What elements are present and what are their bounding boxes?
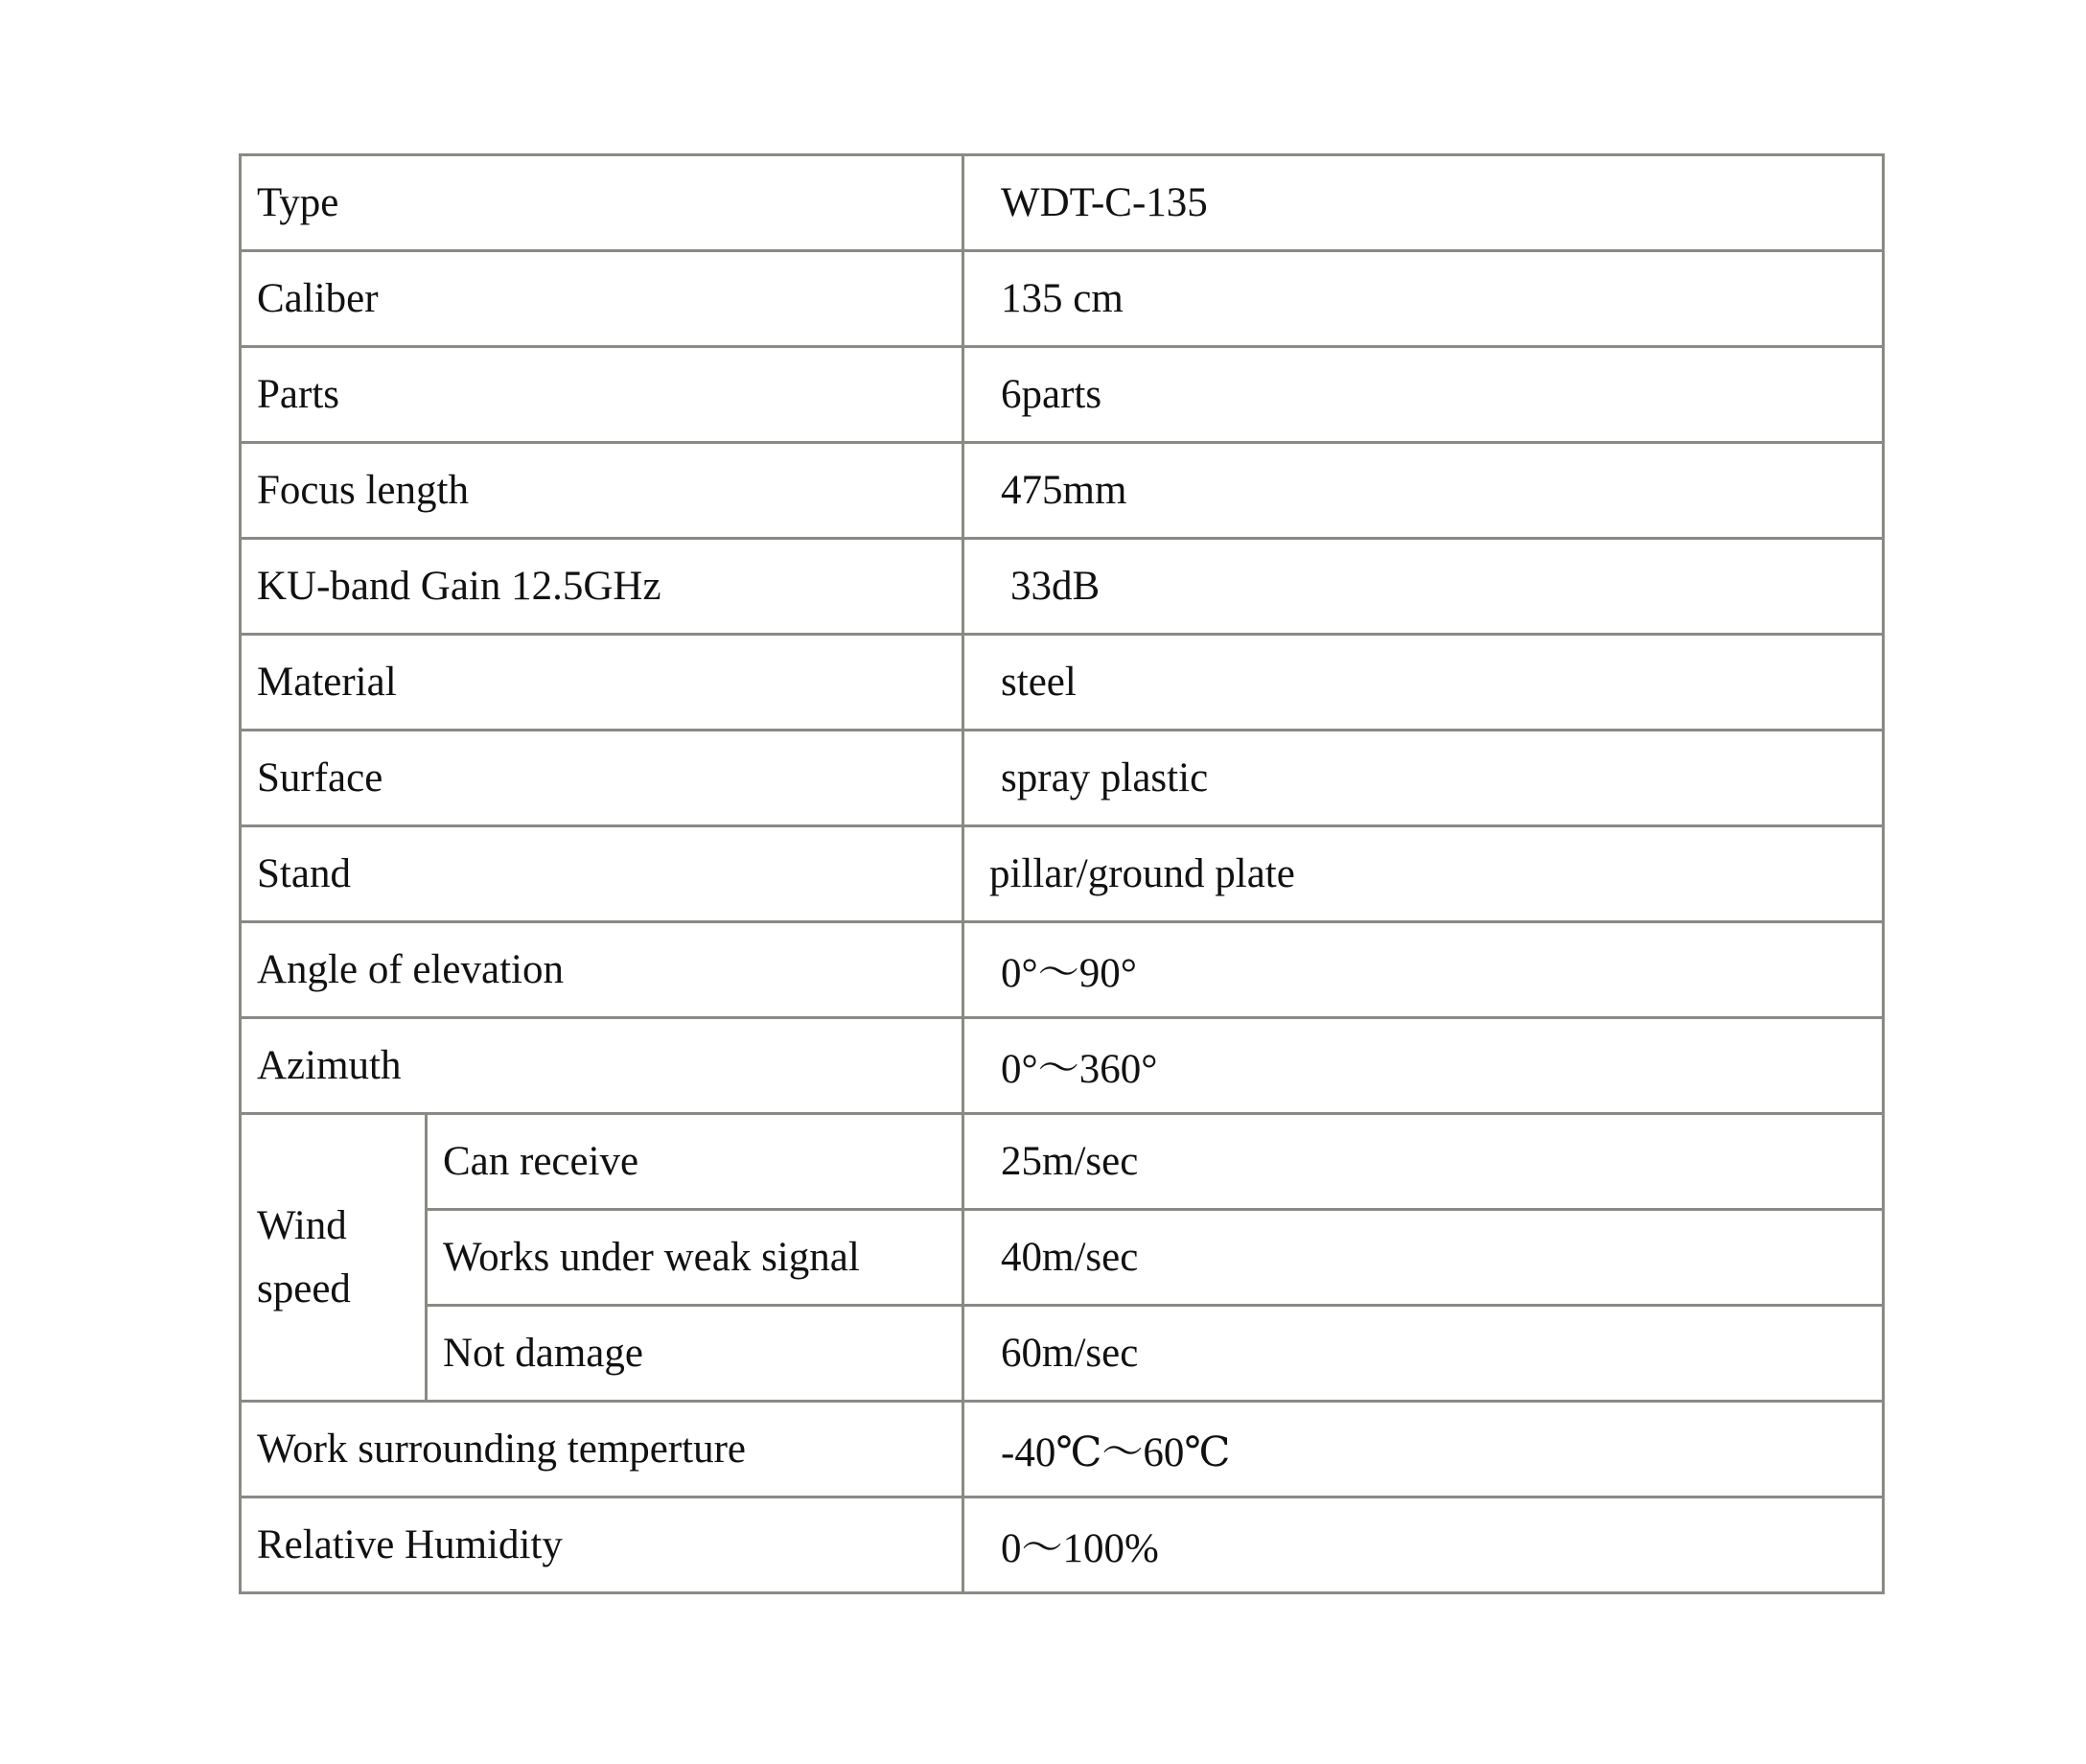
table-row — [241, 443, 1884, 539]
wind-speed-label-line2: speed — [257, 1265, 351, 1311]
spec-value: pillar/ground plate — [963, 826, 1884, 922]
spec-value: WDT-C-135 — [963, 155, 1884, 251]
spec-table — [239, 153, 1885, 1594]
table-row — [241, 731, 1884, 826]
spec-value: 40m/sec — [963, 1210, 1884, 1306]
table-row — [241, 539, 1884, 635]
table-row — [241, 922, 1884, 1018]
table-row — [241, 1018, 1884, 1114]
table-row — [241, 1497, 1884, 1593]
spec-label: KU-band Gain 12.5GHz — [241, 539, 963, 635]
spec-label: Stand — [241, 826, 963, 922]
spec-label: Material — [241, 635, 963, 731]
spec-value: 6parts — [963, 347, 1884, 443]
spec-sublabel: Can receive — [427, 1114, 963, 1210]
spec-label: Surface — [241, 731, 963, 826]
spec-value: 33dB — [963, 539, 1884, 635]
spec-value: 0°～360° — [963, 1018, 1884, 1114]
spec-label: Azimuth — [241, 1018, 963, 1114]
spec-value: 60m/sec — [963, 1306, 1884, 1402]
spec-value: 475mm — [963, 443, 1884, 539]
spec-label: Type — [241, 155, 963, 251]
spec-value: -40℃～60℃ — [963, 1402, 1884, 1497]
table-row — [241, 635, 1884, 731]
table-row — [241, 251, 1884, 347]
spec-value: 135 cm — [963, 251, 1884, 347]
spec-label: Relative Humidity — [241, 1497, 963, 1593]
table-row — [241, 1306, 1884, 1402]
spec-label: Parts — [241, 347, 963, 443]
spec-value: 25m/sec — [963, 1114, 1884, 1210]
table-row — [241, 347, 1884, 443]
spec-sublabel: Works under weak signal — [427, 1210, 963, 1306]
spec-label: Caliber — [241, 251, 963, 347]
wind-speed-label-line1: Wind — [257, 1202, 347, 1248]
spec-label: Focus length — [241, 443, 963, 539]
spec-value: spray plastic — [963, 731, 1884, 826]
spec-label: Work surrounding temperture — [241, 1402, 963, 1497]
table-row — [241, 155, 1884, 251]
table-row — [241, 1210, 1884, 1306]
spec-sublabel: Not damage — [427, 1306, 963, 1402]
spec-value: 0°～90° — [963, 922, 1884, 1018]
table-row — [241, 1114, 1884, 1210]
spec-value: 0～100% — [963, 1497, 1884, 1593]
wind-speed-group-label — [241, 1114, 427, 1402]
spec-value: steel — [963, 635, 1884, 731]
table-row — [241, 1402, 1884, 1497]
table-row — [241, 826, 1884, 922]
spec-label: Angle of elevation — [241, 922, 963, 1018]
